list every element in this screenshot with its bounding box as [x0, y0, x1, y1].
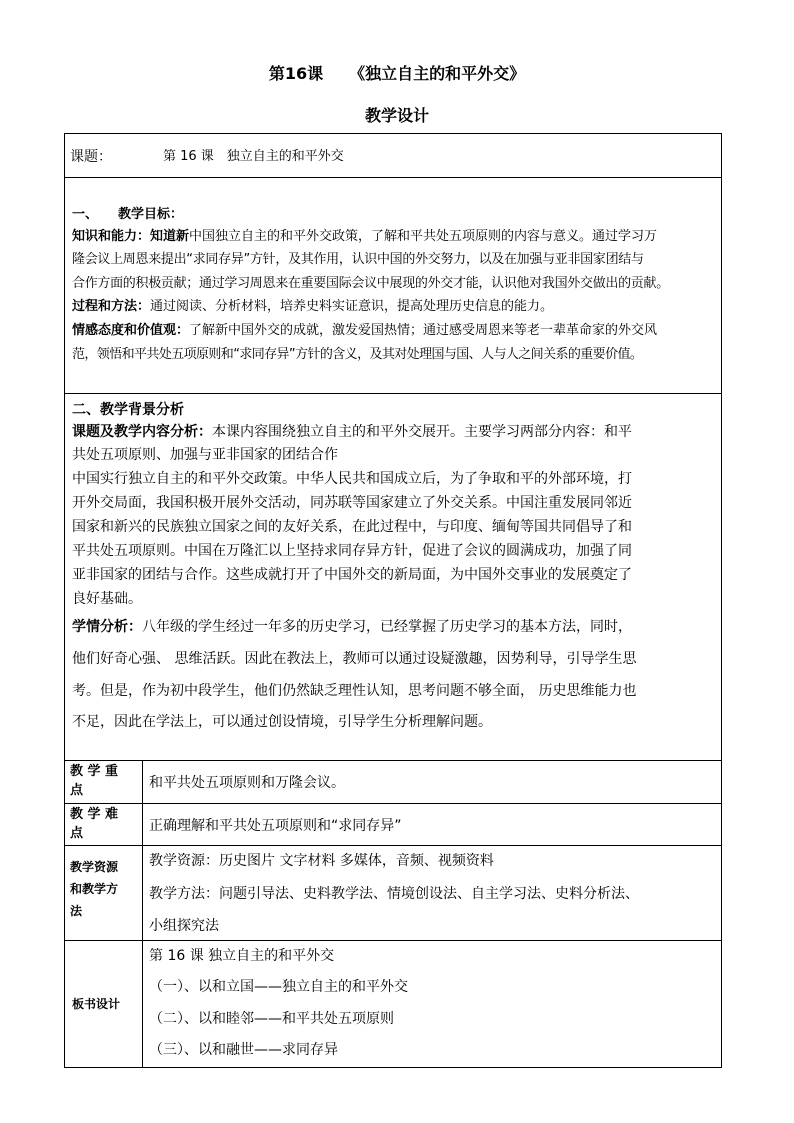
knowledge-line: 合作方面的积极贡献；通过学习周恩来在重要国际会议中展现的外交才能，认识他对我国外交做出的贡献。	[72, 276, 669, 291]
key-points-value: 和平共处五项原则和万隆会议。	[149, 775, 345, 791]
knowledge-label: 知识和能力：	[72, 229, 151, 244]
board-line: （一）、以和立国——独立自主的和平外交	[149, 979, 408, 995]
topic-value: 第 16 课 独立自主的和平外交	[163, 149, 344, 164]
row-divider	[64, 393, 722, 394]
table-border-left	[64, 133, 65, 1068]
difficulties-label: 点	[70, 826, 84, 841]
board-line: （二）、以和睦邻——和平共处五项原则	[149, 1011, 394, 1027]
lesson-number: 第16课	[268, 64, 324, 83]
student-analysis-line: 他们好奇心强、 思维活跃。因此在教法上，教师可以通过设疑激趣，因势利导，引导学生思	[72, 651, 637, 667]
row-divider	[64, 803, 722, 804]
paragraph-line: 良好基础。	[72, 591, 142, 607]
lesson-plan-table	[64, 133, 722, 1068]
paragraph-line: 平共处五项原则。中国在万隆汇以上坚持求同存异方针，促进了会议的圆满成功，加强了同	[72, 543, 632, 559]
content-analysis-line: 共处五项原则、加强与亚非国家的团结合作	[72, 447, 338, 463]
emotion-label: 情感态度和价值观：	[72, 323, 190, 338]
resources-label: 和教学方	[70, 882, 119, 896]
paragraph-line: 开外交局面，我国积极开展外交活动，同苏联等国家建立了外交关系。中国注重发展同邻近	[72, 495, 632, 511]
lesson-title: 《独立自主的和平外交》	[349, 64, 526, 83]
content-analysis-label: 课题及教学内容分析：	[72, 424, 212, 440]
student-analysis-line: 学情分析：八年级的学生经过一年多的历史学习，已经掌握了历史学习的基本方法，同时，	[72, 619, 632, 635]
document-title	[0, 61, 794, 84]
row-divider	[64, 940, 722, 941]
student-analysis-label: 学情分析：	[72, 619, 142, 635]
table-border-bottom	[64, 1067, 722, 1068]
key-points-label: 点	[70, 783, 84, 798]
resources-line: 教学资源：历史图片 文字材料 多媒体，音频、视频资料	[149, 853, 494, 869]
process-label: 过程和方法：	[72, 299, 151, 314]
board-line: 第 16 课 独立自主的和平外交	[149, 948, 335, 964]
methods-line: 小组探究法	[149, 918, 219, 934]
topic-label: 课题：	[70, 149, 112, 165]
document-subtitle: 教学设计	[364, 106, 429, 125]
emotion-line: 范，领悟和平共处五项原则和“求同存异”方针的含义，及其对处理国与国、人与人之间关系的重要价值。	[72, 347, 643, 362]
student-analysis-line: 考。但是，作为初中段学生，他们仍然缺乏理性认知，思考问题不够全面， 历史思维能力也	[72, 683, 637, 699]
difficulties-value: 正确理解和平共处五项原则和“求同存异”	[149, 818, 402, 834]
process-line: 过程和方法：通过阅读、分析材料，培养史料实证意识，提高处理历史信息的能力。	[72, 299, 554, 314]
board-line: （三）、以和融世——求同存异	[149, 1042, 338, 1058]
emotion-line: 情感态度和价值观：了解新中国外交的成就，激发爱国热情；通过感受周恩来等老一辈革命家的外交风	[72, 323, 658, 338]
knowledge-line: 隆会议上周恩来提出“求同存异”方针，及其作用，认识中国的外交努力，以及在加强与亚非国家团结与	[72, 252, 644, 267]
background-heading: 二、教学背景分析	[72, 402, 184, 418]
difficulties-label: 教 学 难	[70, 807, 119, 822]
knowledge-line: 知识和能力：知道新中国独立自主的和平外交政策，了解和平共处五项原则的内容与意义。通过学习万	[72, 229, 658, 244]
board-design-label: 板书设计	[72, 997, 121, 1011]
resources-label: 教学资源	[70, 860, 119, 874]
table-border-top	[64, 133, 722, 134]
methods-line: 教学方法：问题引导法、史料教学法、情境创设法、自主学习法、史料分析法、	[149, 886, 639, 902]
row-divider	[64, 760, 722, 761]
paragraph-line: 亚非国家的团结与合作。这些成就打开了中国外交的新局面，为中国外交事业的发展奠定了	[72, 567, 632, 583]
key-points-label: 教 学 重	[70, 764, 119, 779]
table-border-right	[721, 133, 722, 1068]
student-analysis-line: 不足，因此在学法上，可以通过创设情境，引导学生分析理解问题。	[72, 714, 492, 730]
resources-label: 法	[70, 904, 83, 918]
paragraph-line: 国家和新兴的民族独立国家之间的友好关系，在此过程中，与印度、缅甸等国共同倡导了和	[72, 519, 632, 535]
row-divider	[64, 845, 722, 846]
paragraph-line: 中国实行独立自主的和平外交政策。中华人民共和国成立后，为了争取和平的外部环境，打	[72, 471, 632, 487]
objectives-heading: 一、 教学目标：	[72, 207, 184, 222]
content-analysis-line: 课题及教学内容分析：本课内容围绕独立自主的和平外交展开。主要学习两部分内容：和平	[72, 424, 632, 440]
row-divider	[64, 177, 722, 178]
column-divider	[142, 760, 143, 1067]
